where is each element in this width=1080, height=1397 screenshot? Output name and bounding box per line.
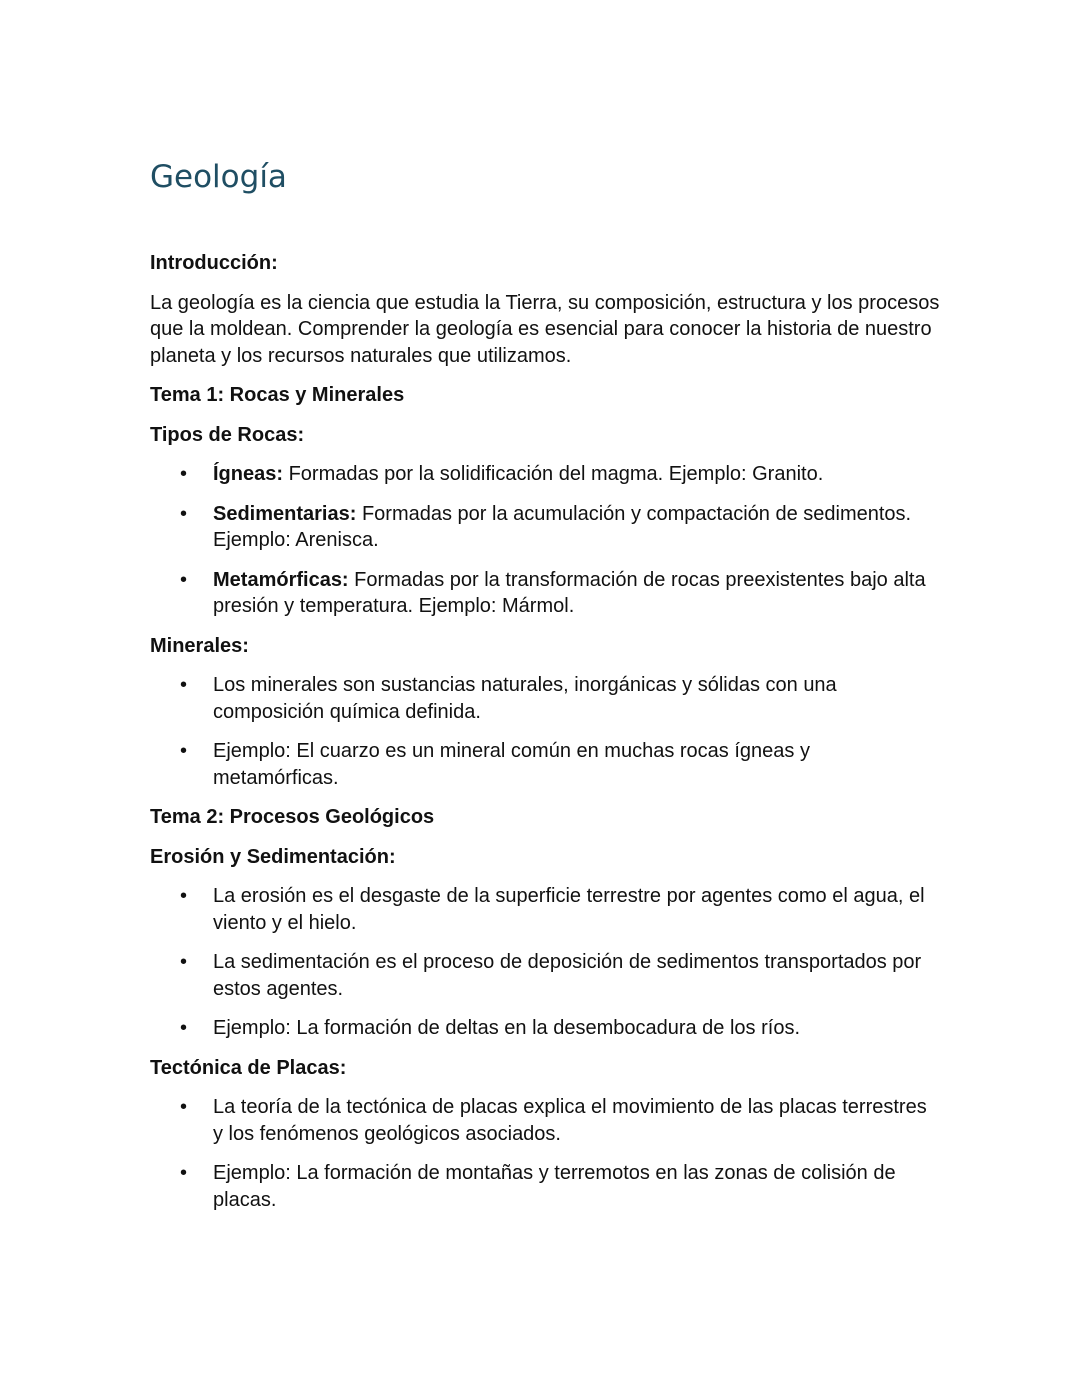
list-item: • Ejemplo: La formación de deltas en la desembocadura de los ríos. (150, 1015, 940, 1042)
intro-paragraph: La geología es la ciencia que estudia la Tierra, su composición, estructura y los procesos que la moldean. Comprender la geología es esencial para conocer la historia de nuestro planeta y los recursos naturales que utilizamos. (150, 291, 940, 367)
tectonica-list (150, 1094, 940, 1213)
intro-heading: Introducción: (150, 252, 278, 274)
list-item (150, 567, 940, 620)
list-item: • Ejemplo: La formación de montañas y terremotos en las zonas de colisión de placas. (150, 1160, 940, 1213)
list-item: • La erosión es el desgaste de la superficie terrestre por agentes como el agua, el viento y el hielo. (150, 883, 940, 936)
list-item-term: Metamórficas: (213, 568, 349, 591)
list-item (150, 461, 940, 488)
list-item-text: Formadas por la solidificación del magma. Ejemplo: Granito. (283, 463, 824, 485)
erosion-heading: Erosión y Sedimentación: (150, 845, 396, 868)
tema1-heading: Tema 1: Rocas y Minerales (150, 384, 405, 406)
list-item: • La teoría de la tectónica de placas explica el movimiento de las placas terrestres y los fenómenos geológicos asociados. (150, 1094, 940, 1147)
list-item (150, 501, 940, 554)
document-body (150, 250, 940, 1213)
list-item-term: Ígneas: (213, 463, 284, 485)
list-item-text: Formadas por la acumulación y compactación de sedimentos. Ejemplo: Arenisca. (213, 502, 912, 551)
minerales-list (150, 672, 940, 791)
rocas-list (150, 461, 940, 620)
list-item-text: Formadas por la transformación de rocas preexistentes bajo alta presión y temperatura. Ejemplo: Mármol. (213, 568, 926, 617)
list-item: • La sedimentación es el proceso de deposición de sedimentos transportados por estos agentes. (150, 949, 940, 1002)
minerales-heading: Minerales: (150, 634, 249, 657)
document-title: Geología (150, 159, 287, 195)
tectonica-heading: Tectónica de Placas: (150, 1056, 347, 1079)
tema2-heading: Tema 2: Procesos Geológicos (150, 806, 435, 828)
rocas-heading: Tipos de Rocas: (150, 423, 305, 446)
list-item: • Ejemplo: El cuarzo es un mineral común en muchas rocas ígneas y metamórficas. (150, 738, 940, 791)
erosion-list (150, 883, 940, 1042)
list-item-term: Sedimentarias: (213, 502, 357, 525)
list-item: • Los minerales son sustancias naturales, inorgánicas y sólidas con una composición química definida. (150, 672, 940, 725)
